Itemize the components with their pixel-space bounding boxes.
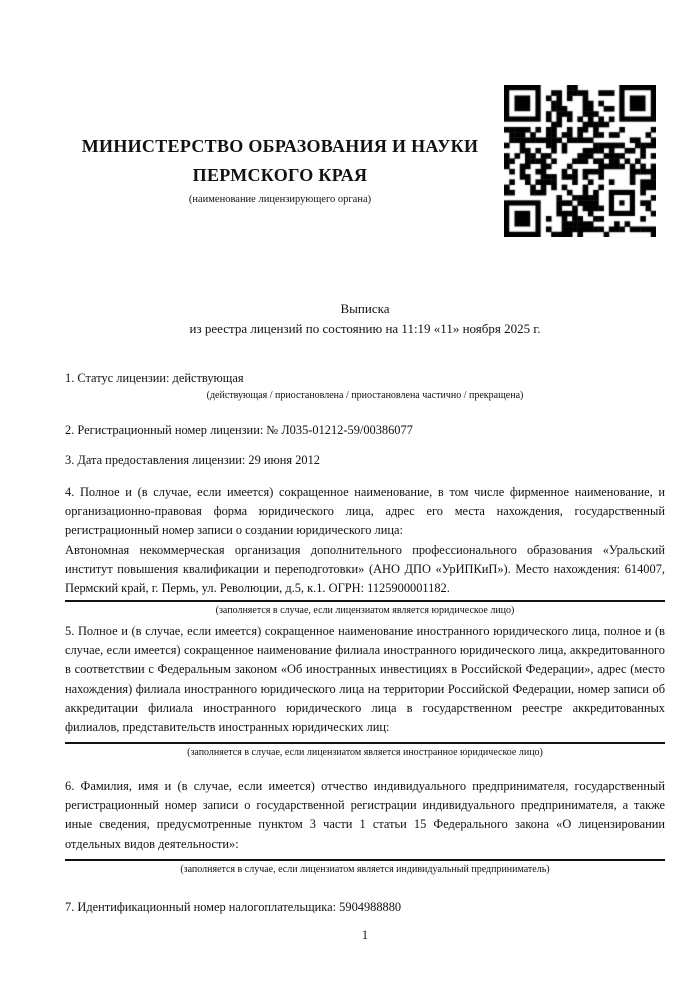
ministry-name-line2: ПЕРМСКОГО КРАЯ [192, 165, 368, 185]
document-title-line2: из реестра лицензий по состоянию на 11:19 «11» ноября 2025 г. [189, 321, 541, 336]
legal-entity-fill-line [65, 600, 665, 602]
legal-entity-value: Автономная некоммерческая организация дополнительного профессионального образования «Уральский институт повышения квалификации и переподготовки» (АНО ДПО «УрИПКиП»). Место нахождения: 614007, Пермский край, г. Пермь, ул. Революции, д.5, к.1. ОГРН: 1125900001182. [65, 542, 665, 596]
document-title-line1: Выписка [340, 301, 390, 316]
page-number: 1 [361, 928, 369, 942]
entrepreneur-caption: (заполняется в случае, если лицензиатом является индивидуальный предприниматель) [180, 863, 550, 875]
registration-number-text: 2. Регистрационный номер лицензии: № Л035-01212-59/00386077 [65, 423, 413, 437]
licensing-authority-header [65, 132, 495, 207]
item-legal-entity [65, 483, 665, 617]
foreign-entity-caption: (заполняется в случае, если лицензиатом является иностранное юридическое лицо) [187, 747, 543, 759]
license-status-text: 1. Статус лицензии: действующая [65, 371, 244, 385]
foreign-entity-fill-line [65, 742, 665, 744]
ministry-name-line1: МИНИСТЕРСТВО ОБРАЗОВАНИЯ И НАУКИ [81, 136, 479, 156]
entrepreneur-empty-value [65, 854, 665, 857]
legal-entity-prompt: 4. Полное и (в случае, если имеется) сокращенное наименование, в том числе фирменное наименование, и организационно-правовая форма юридического лица, адрес его места нахождения, государственный регистрационный номер записи о создании юридического лица: [65, 485, 665, 538]
taxpayer-id-text: 7. Идентификационный номер налогоплательщика: 5904988880 [65, 900, 402, 914]
item-license-status [65, 369, 665, 402]
legal-entity-caption: (заполняется в случае, если лицензиатом является юридическое лицо) [215, 605, 515, 617]
document-title [65, 299, 665, 339]
grant-date-text: 3. Дата предоставления лицензии: 29 июня 2012 [65, 453, 321, 467]
item-foreign-entity [65, 622, 665, 759]
item-grant-date [65, 451, 665, 470]
item-registration-number [65, 421, 665, 440]
entrepreneur-prompt: 6. Фамилия, имя и (в случае, если имеется) отчество индивидуального предпринимателя, государственный регистрационный номер записи о государственной регистрации индивидуального предпринимателя, а также иные сведения, предусмотренные пунктом 3 части 1 статьи 15 Федерального закона «О лицензировании отдельных видов деятельности»: [65, 779, 665, 851]
item-taxpayer-id [65, 898, 665, 917]
foreign-entity-empty-value [65, 737, 665, 740]
license-status-options-caption: (действующая / приостановлена / приостановлена частично / прекращена) [206, 390, 524, 402]
qr-code [504, 85, 656, 237]
item-entrepreneur [65, 777, 665, 876]
foreign-entity-prompt: 5. Полное и (в случае, если имеется) сокращенное наименование иностранного юридического лица, полное и (в случае, если имеется) сокращенное наименование филиала иностранного юридического лица, аккредитованного в соответствии с Федеральным законом «Об иностранных инвестициях в Российской Федерации», адрес (место нахождения) филиала иностранного юридического лица на территории Российской Федерации, номер записи об аккредитации филиала иностранного юридического лица в государственном реестре аккредитованных филиалов, представительств иностранных юридических лиц: [65, 624, 665, 735]
entrepreneur-fill-line [65, 859, 665, 861]
ministry-caption: (наименование лицензирующего органа) [188, 194, 372, 205]
